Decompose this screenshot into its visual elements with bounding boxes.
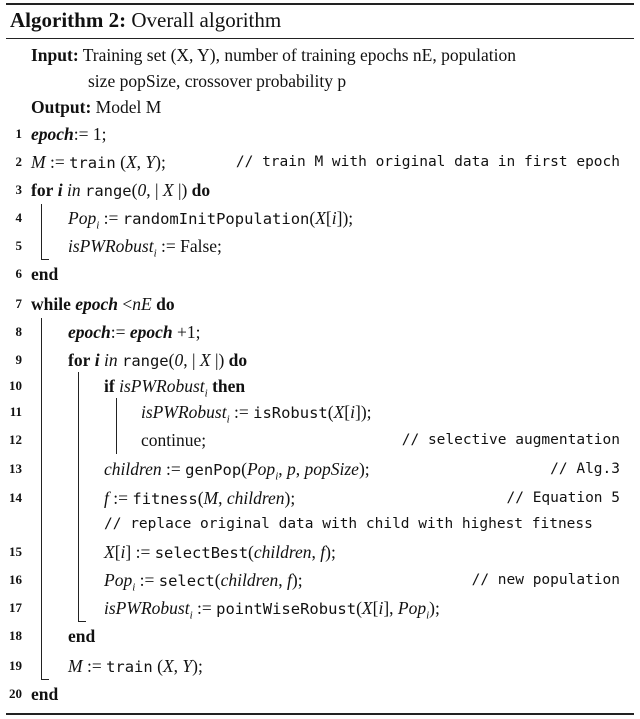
line-code: continue; [141,430,207,450]
line-code: children := genPop(Pop$_i$, p, popSize); [104,459,370,483]
line-code: isPWRobust$_i$ := pointWiseRobust(X[i], Pop$_i$); [104,598,440,622]
algorithm-name: Overall algorithm [131,8,282,32]
line-code: isPWRobust$_i$ := False; [68,236,222,260]
code-line-10 [0,372,640,400]
for-block-bar [41,204,42,260]
line-number: 8 [15,324,22,339]
code-line-6 [0,260,640,288]
line-number: 6 [15,266,22,281]
line-number: 10 [9,378,22,393]
while-block-bar [41,318,42,680]
line-code: end [68,626,96,646]
line-number: 1 [15,126,22,141]
line-code: M := train (X, Y); [31,152,166,172]
code-line-4 [0,204,640,232]
code-line-8 [0,318,640,346]
line-number: 4 [15,210,22,225]
output-line [31,95,161,119]
line-code: M := train (X, Y); [68,656,203,676]
line-number: 14 [9,490,22,505]
input-line-2 [88,69,346,93]
output-label: Output: [31,97,92,117]
if-block-bar [116,398,117,454]
line-code: X[i] := selectBest(children, f); [104,542,336,562]
line-code: isPWRobust$_i$ := isRobust(X[i]); [141,402,372,426]
line-number: 15 [9,544,22,559]
line-number: 2 [15,154,22,169]
line-number: 18 [9,628,22,643]
input-text-1: Training set (X, Y), number of training epochs nE, population [82,45,516,65]
line-code: while epoch <nE do [31,294,175,314]
code-line-12 [0,426,640,454]
line-comment: // train M with original data in first epoch [235,154,620,170]
code-line-comment [0,510,640,538]
line-number: 13 [9,461,22,476]
line-code: end [31,684,59,704]
line-comment: // Alg.3 [550,461,620,477]
code-line-9 [0,346,640,374]
algorithm-title [10,8,281,33]
line-number: 11 [9,404,22,419]
line-number: 9 [15,352,22,367]
line-code: if isPWRobust$_i$ then [104,376,246,400]
code-line-13 [0,455,640,483]
code-line-3 [0,176,640,204]
inner-for-block-hook [78,621,86,622]
code-line-19 [0,652,640,680]
title-rule [6,38,634,39]
input-line-1 [31,43,516,67]
code-line-17 [0,594,640,622]
line-comment: // selective augmentation [401,432,620,448]
line-comment: // Equation 5 [506,490,620,506]
output-text: Model M [95,97,162,117]
line-number: 16 [9,572,22,587]
inner-for-block-bar [78,372,79,622]
line-number: 12 [9,432,22,447]
code-line-15 [0,538,640,566]
algorithm-label: Algorithm 2: [10,8,127,32]
line-code: f := fitness(M, children); [104,488,296,508]
line-comment: // new population [471,572,620,588]
line-number: 19 [9,658,22,673]
line-code: end [31,264,59,284]
line-code: Pop$_i$ := randomInitPopulation(X[i]); [68,208,354,232]
code-line-11 [0,398,640,426]
input-label: Input: [31,45,79,65]
code-line-18 [0,622,640,650]
code-line-7 [0,290,640,318]
while-block-hook [41,679,49,680]
code-line-2 [0,148,640,176]
line-number: 5 [15,238,22,253]
line-code: for i in range(0, | X |) do [31,180,211,200]
line-number: 3 [15,182,22,197]
bottom-rule [6,713,634,715]
code-line-14 [0,484,640,512]
code-line-16 [0,566,640,594]
line-code: // replace original data with child with highest fitness [104,516,593,532]
line-code: epoch:= 1; [31,124,107,144]
top-rule [6,3,634,5]
code-line-1 [0,120,640,148]
line-code: epoch:= epoch +1; [68,322,201,342]
line-code: Pop$_i$ := select(children, f); [104,570,303,594]
code-line-20 [0,680,640,708]
line-number: 20 [9,686,22,701]
input-text-2: size popSize, crossover probability p [88,71,347,91]
line-number: 7 [15,296,22,311]
for-block-hook [41,259,49,260]
line-number: 17 [9,600,22,615]
line-code: for i in range(0, | X |) do [68,350,248,370]
code-line-5 [0,232,640,260]
